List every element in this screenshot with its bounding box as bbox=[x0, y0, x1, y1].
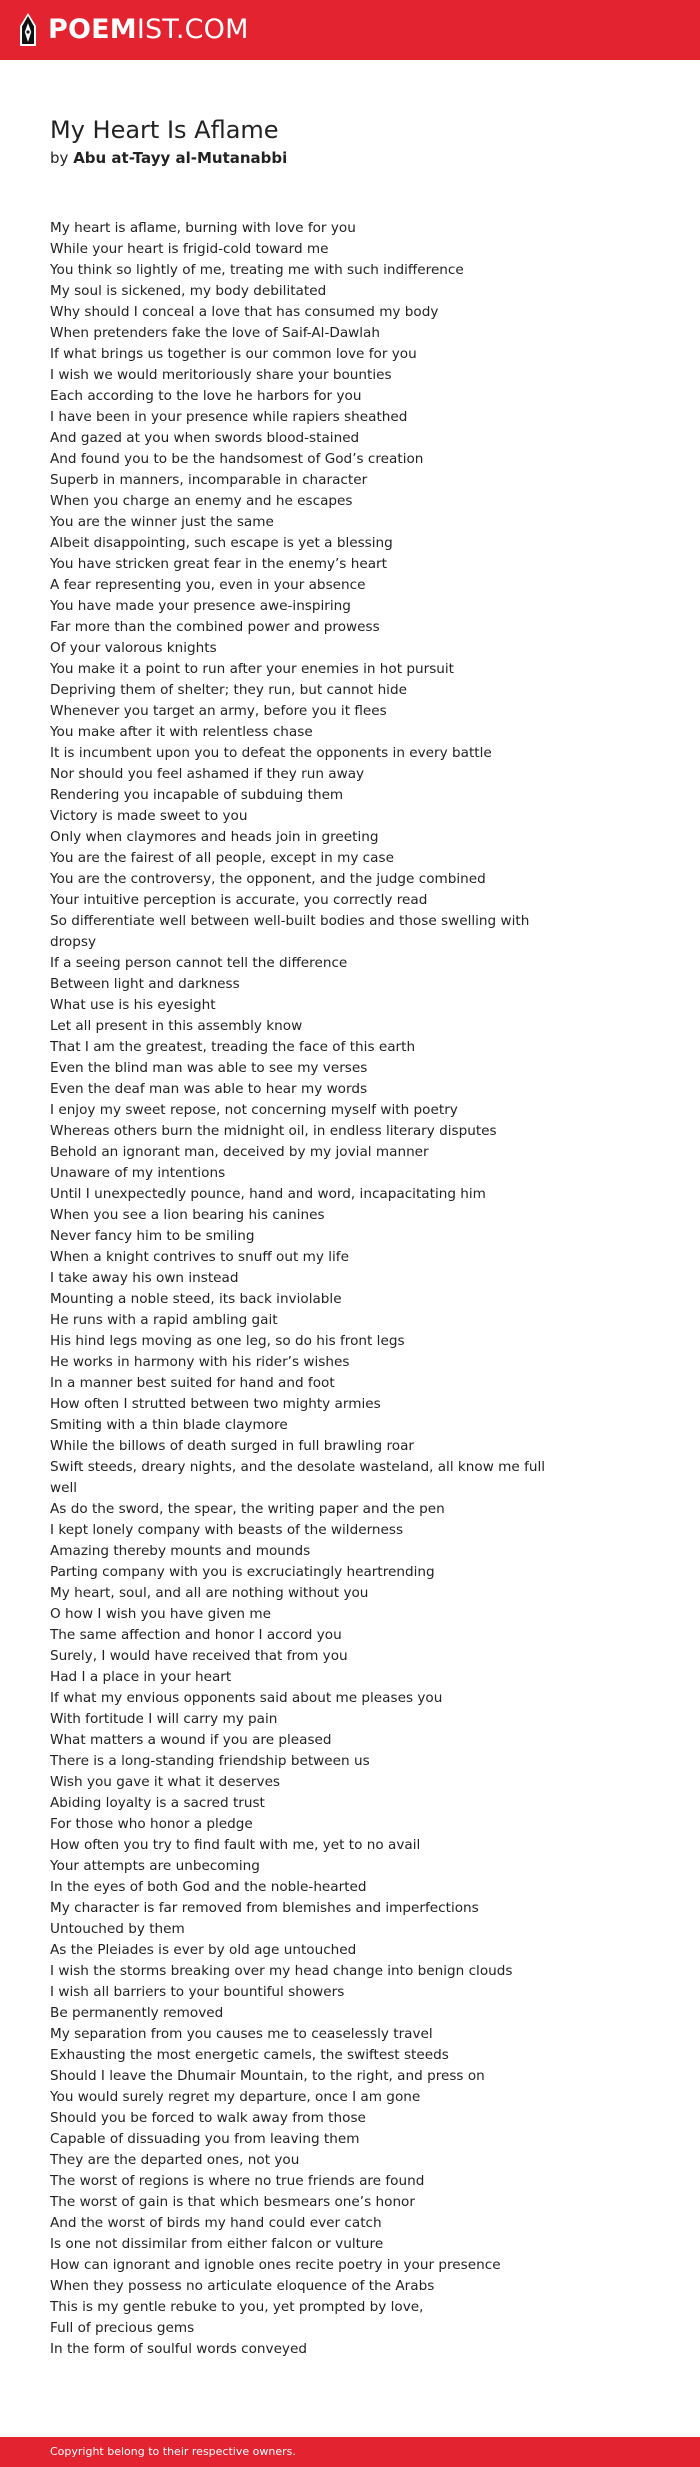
poem-line: When you charge an enemy and he escapes bbox=[50, 493, 353, 509]
poem-line: Between light and darkness bbox=[50, 976, 240, 992]
poem-line: Each according to the love he harbors for you bbox=[50, 388, 362, 404]
poem-line: Far more than the combined power and prowess bbox=[50, 619, 380, 635]
brand-name bbox=[48, 13, 249, 47]
poem-line: Behold an ignorant man, deceived by my jovial manner bbox=[50, 1144, 429, 1160]
pen-nib-icon bbox=[18, 12, 38, 48]
poem-line: I enjoy my sweet repose, not concerning myself with poetry bbox=[50, 1102, 458, 1118]
brand-name-light: IST.COM bbox=[136, 14, 249, 45]
poem-line: I take away his own instead bbox=[50, 1270, 239, 1286]
poem-line: So differentiate well between well-built bodies and those swelling with dropsy bbox=[50, 913, 530, 950]
poem-line: A fear representing you, even in your absence bbox=[50, 577, 366, 593]
site-logo[interactable] bbox=[18, 13, 249, 47]
poem-line: As do the sword, the spear, the writing paper and the pen bbox=[50, 1501, 445, 1517]
poem-line: Depriving them of shelter; they run, but cannot hide bbox=[50, 682, 407, 698]
poem-line: Only when claymores and heads join in greeting bbox=[50, 829, 379, 845]
poem-line: Should you be forced to walk away from those bbox=[50, 2110, 366, 2126]
poem-line: I wish we would meritoriously share your bounties bbox=[50, 367, 392, 383]
poem-line: And the worst of birds my hand could ever catch bbox=[50, 2215, 382, 2231]
poem-line: You have made your presence awe-inspiring bbox=[50, 598, 351, 614]
poem-line: Let all present in this assembly know bbox=[50, 1018, 303, 1034]
poem-line: Capable of dissuading you from leaving them bbox=[50, 2131, 360, 2147]
poem-line: His hind legs moving as one leg, so do his front legs bbox=[50, 1333, 405, 1349]
poem-line: Nor should you feel ashamed if they run away bbox=[50, 766, 365, 782]
poem-line: The same affection and honor I accord you bbox=[50, 1627, 342, 1643]
poem-line: In a manner best suited for hand and foot bbox=[50, 1375, 335, 1391]
poem-body bbox=[50, 218, 550, 2360]
poem-line: I kept lonely company with beasts of the wilderness bbox=[50, 1522, 404, 1538]
poem-line: Your attempts are unbecoming bbox=[50, 1858, 260, 1874]
poem-line: It is incumbent upon you to defeat the opponents in every battle bbox=[50, 745, 492, 761]
poem-line: Mounting a noble steed, its back inviolable bbox=[50, 1291, 342, 1307]
poem-line: You are the fairest of all people, except in my case bbox=[50, 850, 394, 866]
poem-line: He runs with a rapid ambling gait bbox=[50, 1312, 278, 1328]
poem-line: Had I a place in your heart bbox=[50, 1669, 232, 1685]
poem-line: While your heart is frigid-cold toward me bbox=[50, 241, 329, 257]
poem-line: Of your valorous knights bbox=[50, 640, 217, 656]
poem-line: Swift steeds, dreary nights, and the desolate wasteland, all know me full well bbox=[50, 1459, 546, 1496]
poem-line: Abiding loyalty is a sacred trust bbox=[50, 1795, 265, 1811]
poem-line: My separation from you causes me to ceaselessly travel bbox=[50, 2026, 433, 2042]
poem-line: Untouched by them bbox=[50, 1921, 185, 1937]
poem-line: When you see a lion bearing his canines bbox=[50, 1207, 325, 1223]
poem-line: Whereas others burn the midnight oil, in endless literary disputes bbox=[50, 1123, 497, 1139]
site-footer bbox=[0, 2437, 700, 2467]
poem-line: That I am the greatest, treading the face of this earth bbox=[50, 1039, 416, 1055]
poem-line: Even the deaf man was able to hear my words bbox=[50, 1081, 368, 1097]
brand-name-bold: POEM bbox=[48, 14, 137, 45]
poem-line: I wish the storms breaking over my head change into benign clouds bbox=[50, 1963, 513, 1979]
poem-line: Be permanently removed bbox=[50, 2005, 224, 2021]
poem-line: Amazing thereby mounts and mounds bbox=[50, 1543, 311, 1559]
poem-line: They are the departed ones, not you bbox=[50, 2152, 300, 2168]
poem-line: When they possess no articulate eloquence of the Arabs bbox=[50, 2278, 435, 2294]
poem-line: You are the winner just the same bbox=[50, 514, 274, 530]
poem-line: Smiting with a thin blade claymore bbox=[50, 1417, 288, 1433]
poem-line: My heart, soul, and all are nothing without you bbox=[50, 1585, 369, 1601]
poem-line: If what brings us together is our common love for you bbox=[50, 346, 417, 362]
poem-line: How can ignorant and ignoble ones recite poetry in your presence bbox=[50, 2257, 501, 2273]
poem-title: My Heart Is Aflame bbox=[50, 116, 279, 144]
poem-line: You make it a point to run after your enemies in hot pursuit bbox=[50, 661, 455, 677]
poem-line: If a seeing person cannot tell the difference bbox=[50, 955, 348, 971]
poem-line: While the billows of death surged in full brawling roar bbox=[50, 1438, 415, 1454]
poem-line: Superb in manners, incomparable in character bbox=[50, 472, 368, 488]
poem-line: When a knight contrives to snuff out my life bbox=[50, 1249, 349, 1265]
poem-line: Surely, I would have received that from you bbox=[50, 1648, 348, 1664]
poem-line: My heart is aflame, burning with love for you bbox=[50, 220, 356, 236]
poem-line: You think so lightly of me, treating me with such indifference bbox=[50, 262, 464, 278]
poem-line: You have stricken great fear in the enemy’s heart bbox=[50, 556, 387, 572]
poem-line: This is my gentle rebuke to you, yet prompted by love, bbox=[50, 2299, 424, 2315]
poem-line: Victory is made sweet to you bbox=[50, 808, 248, 824]
poem-line: Why should I conceal a love that has consumed my body bbox=[50, 304, 439, 320]
poem-line: Full of precious gems bbox=[50, 2320, 195, 2336]
poem-line: What use is his eyesight bbox=[50, 997, 216, 1013]
poem-line: My soul is sickened, my body debilitated bbox=[50, 283, 327, 299]
author-link[interactable]: Abu at-Tayy al-Mutanabbi bbox=[73, 149, 288, 167]
site-header bbox=[0, 0, 700, 60]
copyright-text: Copyright belong to their respective owners. bbox=[50, 2445, 296, 2458]
poem-line: Is one not dissimilar from either falcon or vulture bbox=[50, 2236, 384, 2252]
poem-line: When pretenders fake the love of Saif-Al-Dawlah bbox=[50, 325, 380, 341]
poem-line: With fortitude I will carry my pain bbox=[50, 1711, 278, 1727]
poem-line: For those who honor a pledge bbox=[50, 1816, 253, 1832]
poem-line: And gazed at you when swords blood-stained bbox=[50, 430, 360, 446]
poem-line: In the eyes of both God and the noble-hearted bbox=[50, 1879, 367, 1895]
poem-line: How often you try to find fault with me, yet to no avail bbox=[50, 1837, 421, 1853]
poem-line: As the Pleiades is ever by old age untouched bbox=[50, 1942, 357, 1958]
poem-line: I wish all barriers to your bountiful showers bbox=[50, 1984, 345, 2000]
poem-line: Should I leave the Dhumair Mountain, to the right, and press on bbox=[50, 2068, 485, 2084]
poem-line: Wish you gave it what it deserves bbox=[50, 1774, 281, 1790]
poem-line: Your intuitive perception is accurate, you correctly read bbox=[50, 892, 428, 908]
poem-line: He works in harmony with his rider’s wishes bbox=[50, 1354, 350, 1370]
by-label: by bbox=[50, 149, 69, 167]
poem-line: O how I wish you have given me bbox=[50, 1606, 271, 1622]
poem-line: What matters a wound if you are pleased bbox=[50, 1732, 332, 1748]
poem-line: Whenever you target an army, before you it flees bbox=[50, 703, 387, 719]
poem-line: The worst of gain is that which besmears one’s honor bbox=[50, 2194, 415, 2210]
poem-line: And found you to be the handsomest of God’s creation bbox=[50, 451, 424, 467]
poem-line: Until I unexpectedly pounce, hand and word, incapacitating him bbox=[50, 1186, 486, 1202]
poem-line: My character is far removed from blemishes and imperfections bbox=[50, 1900, 479, 1916]
poem-line: I have been in your presence while rapiers sheathed bbox=[50, 409, 408, 425]
poem-line: You are the controversy, the opponent, and the judge combined bbox=[50, 871, 486, 887]
poem-line: Never fancy him to be smiling bbox=[50, 1228, 255, 1244]
poem-byline bbox=[50, 147, 287, 169]
poem-line: The worst of regions is where no true friends are found bbox=[50, 2173, 425, 2189]
poem-line: Even the blind man was able to see my verses bbox=[50, 1060, 368, 1076]
poem-line: Rendering you incapable of subduing them bbox=[50, 787, 344, 803]
poem-line: There is a long-standing friendship between us bbox=[50, 1753, 370, 1769]
poem-line: You make after it with relentless chase bbox=[50, 724, 313, 740]
poem-line: Unaware of my intentions bbox=[50, 1165, 226, 1181]
poem-line: In the form of soulful words conveyed bbox=[50, 2341, 307, 2357]
poem-line: If what my envious opponents said about me pleases you bbox=[50, 1690, 443, 1706]
poem-line: Albeit disappointing, such escape is yet a blessing bbox=[50, 535, 393, 551]
poem-line: Parting company with you is excruciatingly heartrending bbox=[50, 1564, 435, 1580]
poem-line: Exhausting the most energetic camels, the swiftest steeds bbox=[50, 2047, 449, 2063]
poem-line: How often I strutted between two mighty armies bbox=[50, 1396, 381, 1412]
poem-line: You would surely regret my departure, once I am gone bbox=[50, 2089, 421, 2105]
